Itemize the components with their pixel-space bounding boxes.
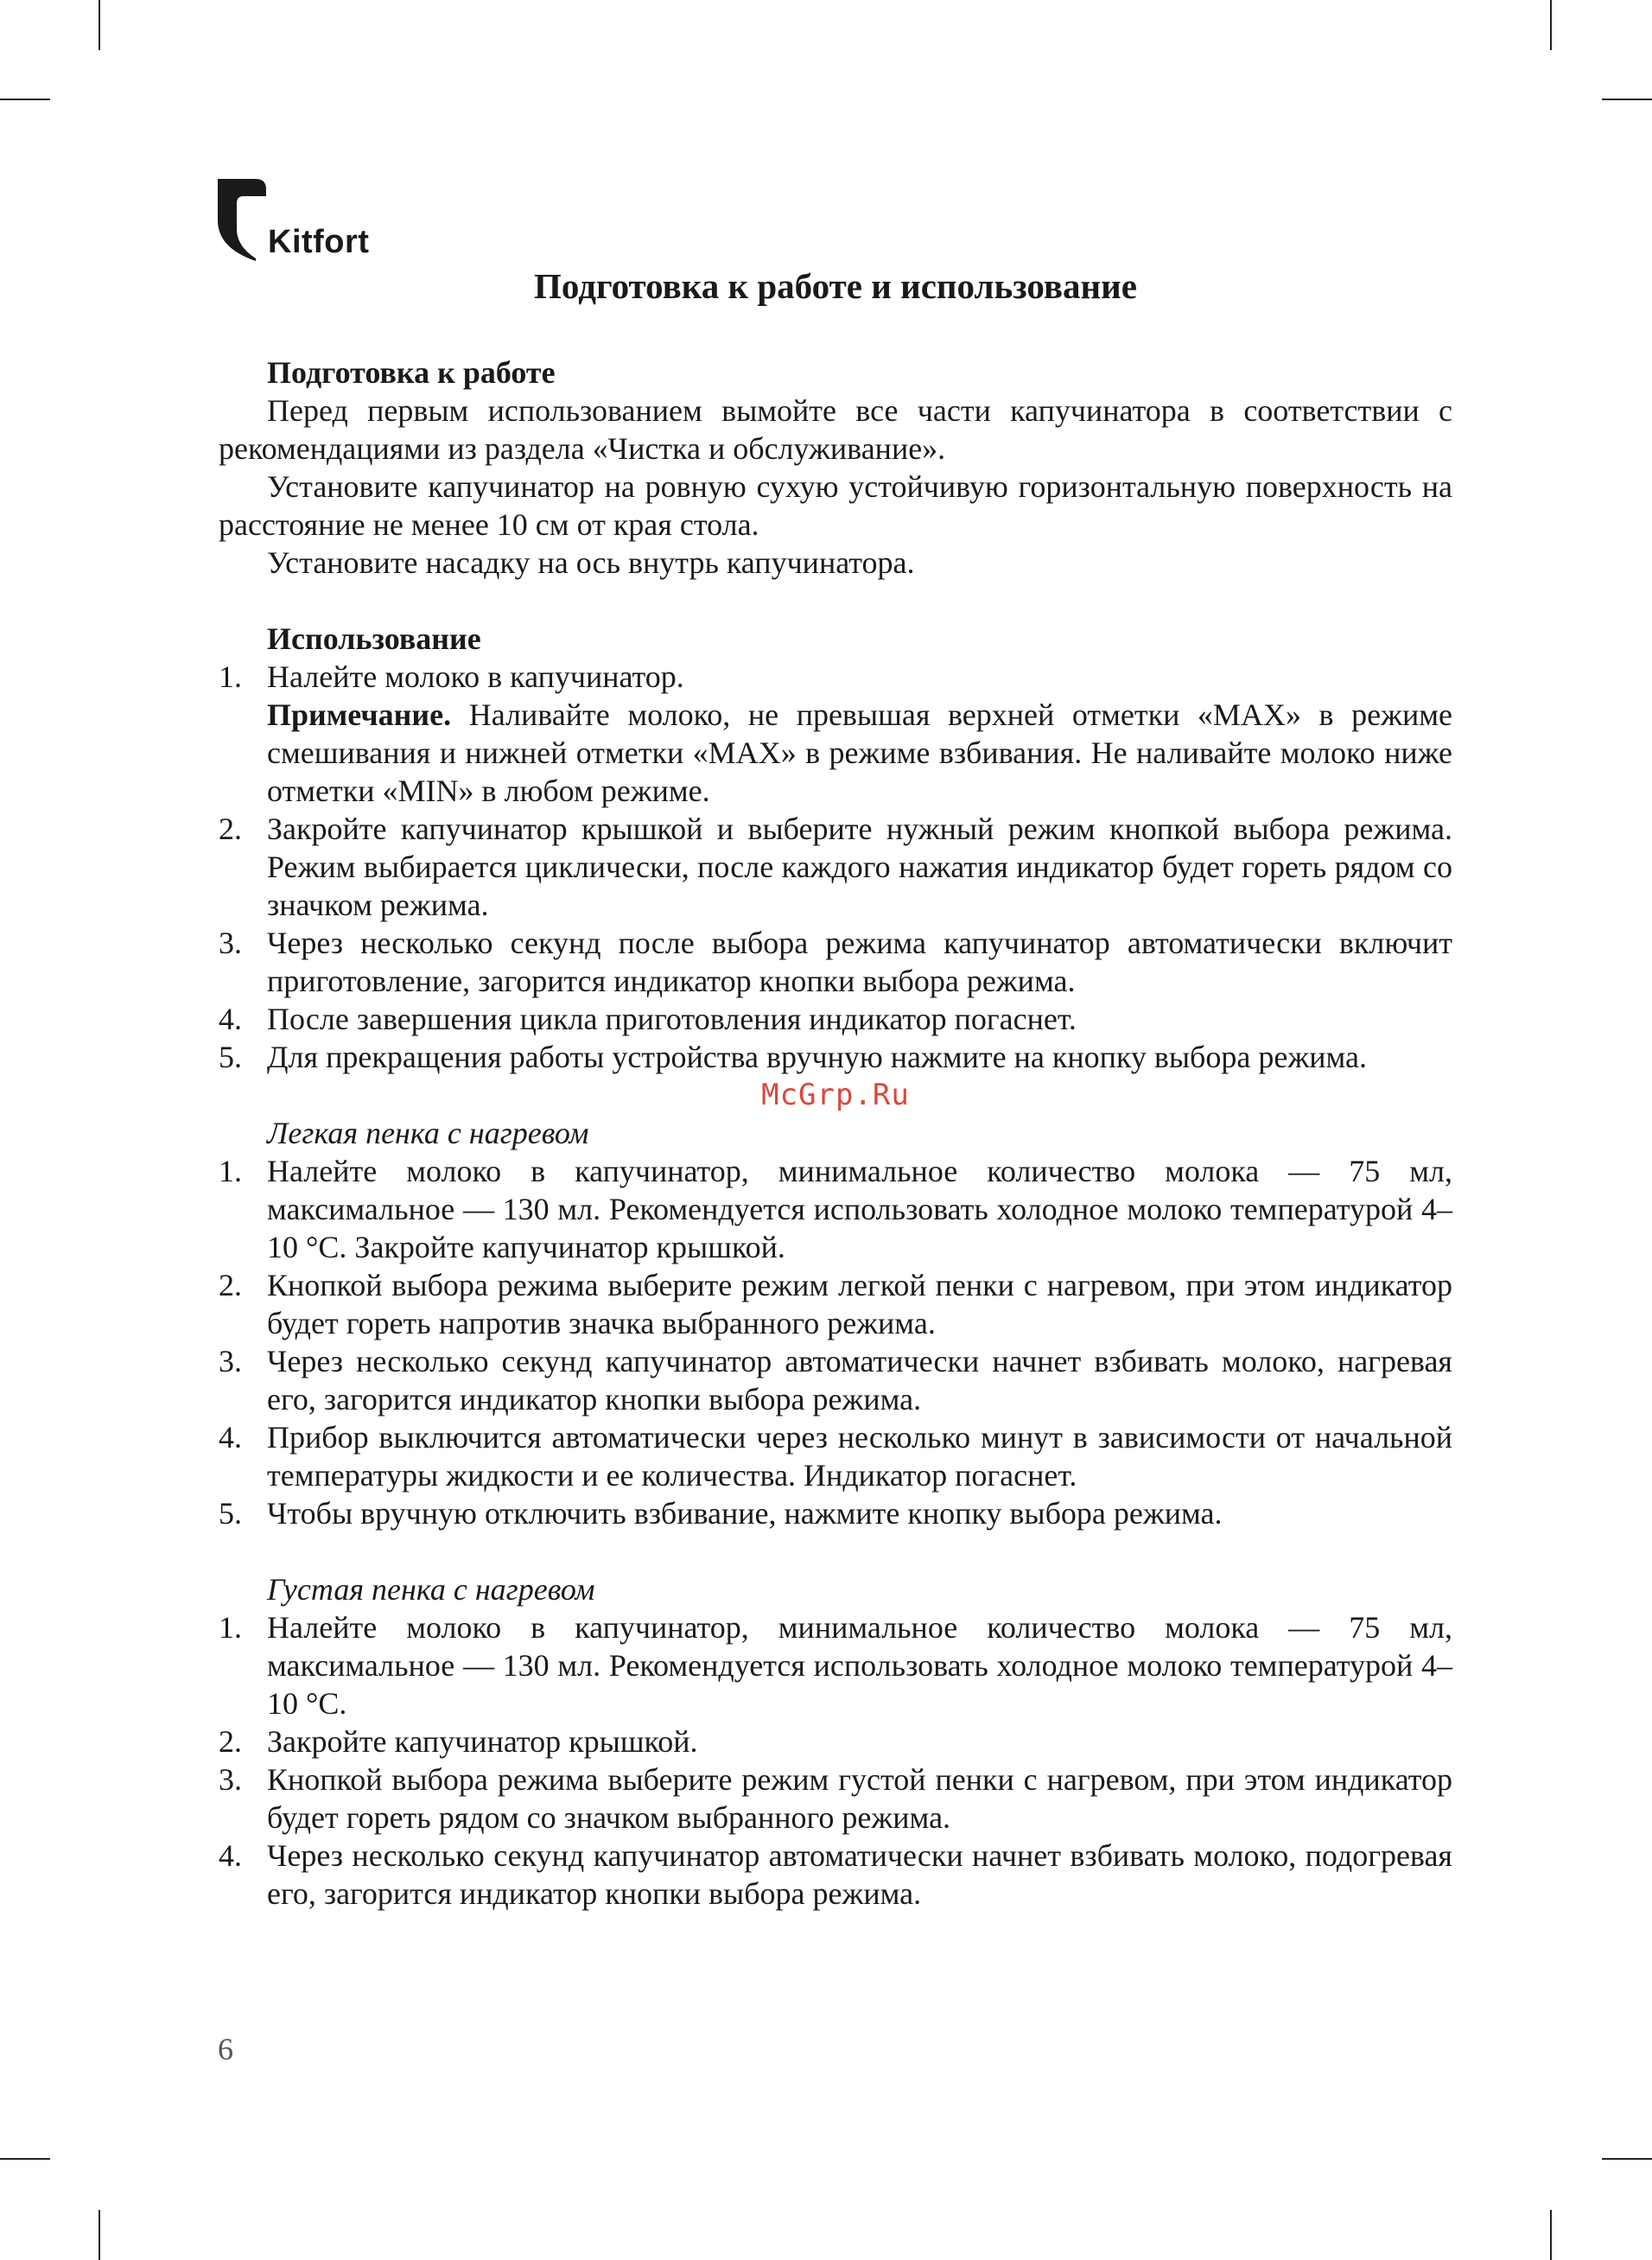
note-text: Наливайте молоко, не превышая верхней отметки «MAX» в режиме смешивания и нижней отметки «MAX» в режиме взбивания. Не наливайте молоко ниже отметки «MIN» в любом режиме.: [267, 697, 1452, 808]
list-item: 2. Кнопкой выбора режима выберите режим легкой пенки с нагревом, при этом индикатор будет гореть напротив значка выбранного режима.: [219, 1268, 1452, 1340]
crop-mark: [1602, 2158, 1652, 2160]
page-title: Подготовка к работе и использование: [534, 266, 1137, 306]
note-label: Примечание.: [267, 697, 452, 732]
thick-foam-steps: [219, 1608, 1452, 1913]
list-item: 3. Через несколько секунд капучинатор автоматически начнет взбивать молоко, нагревая его, загорится индикатор кнопки выбора режима.: [219, 1344, 1452, 1416]
section-heading-thick-foam: Густая пенка с нагревом: [267, 1572, 595, 1607]
paragraph: Перед первым использованием вымойте все части капучинатора в соответствии с рекомендациями из раздела «Чистка и обслуживание».: [219, 393, 1452, 466]
list-item: 1. Налейте молоко в капучинатор, минимальное количество молока — 75 мл, максимальное — 130 мл. Рекомендуется использовать холодное молоко температурой 4–10 °C. Закройте капучинатор крышкой.: [219, 1154, 1452, 1264]
page-content: [219, 264, 1452, 1913]
list-item: 4. После завершения цикла приготовления индикатор погаснет.: [219, 1002, 1077, 1036]
list-item: 2. Закройте капучинатор крышкой.: [219, 1724, 698, 1759]
list-item: 3. Кнопкой выбора режима выберите режим густой пенки с нагревом, при этом индикатор будет гореть рядом со значком выбранного режима.: [219, 1762, 1452, 1835]
watermark: McGrp.Ru: [761, 1078, 910, 1112]
section-heading-usage: Использование: [267, 621, 481, 656]
crop-mark: [98, 0, 100, 50]
crop-mark: [98, 2210, 100, 2260]
list-item: 2. Закройте капучинатор крышкой и выберите нужный режим кнопкой выбора режима. Режим выбирается циклически, после каждого нажатия индикатор будет гореть рядом со значком режима.: [219, 812, 1452, 922]
section-heading-light-foam: Легкая пенка с нагревом: [267, 1116, 589, 1150]
list-item: 5. Чтобы вручную отключить взбивание, нажмите кнопку выбора режима.: [219, 1496, 1223, 1531]
crop-mark: [0, 99, 50, 100]
usage-note: [219, 696, 1452, 810]
crop-mark: [0, 2158, 50, 2160]
page-number: 6: [218, 2032, 233, 2066]
section-heading-prep: Подготовка к работе: [267, 355, 556, 390]
crop-mark: [1602, 99, 1652, 100]
list-item: 4. Через несколько секунд капучинатор автоматически начнет взбивать молоко, подогревая его, загорится индикатор кнопки выбора режима.: [219, 1838, 1452, 1911]
list-item: 3. Через несколько секунд после выбора режима капучинатор автоматически включит приготовление, загорится индикатор кнопки выбора режима.: [219, 926, 1452, 998]
paragraph: Установите капучинатор на ровную сухую устойчивую горизонтальную поверхность на расстояние не менее 10 см от края стола.: [219, 469, 1452, 542]
kitfort-logo-icon: [218, 179, 270, 261]
list-item: 5. Для прекращения работы устройства вручную нажмите на кнопку выбора режима.: [219, 1040, 1367, 1074]
usage-steps: [219, 810, 1452, 1076]
list-item: 1. Налейте молоко в капучинатор, минимальное количество молока — 75 мл, максимальное — 130 мл. Рекомендуется использовать холодное молоко температурой 4–10 °C.: [219, 1610, 1452, 1721]
light-foam-steps: [219, 1152, 1452, 1532]
paragraph: Установите насадку на ось внутрь капучинатора.: [267, 545, 915, 580]
brand-logo: [218, 179, 382, 265]
usage-steps: [219, 658, 1452, 696]
brand-name: Kitfort: [268, 224, 370, 260]
list-item: 1. Налейте молоко в капучинатор.: [219, 659, 684, 694]
crop-mark: [1550, 0, 1552, 50]
list-item: 4. Прибор выключится автоматически через несколько минут в зависимости от начальной температуры жидкости и ее количества. Индикатор погаснет.: [219, 1420, 1452, 1493]
crop-mark: [1550, 2210, 1552, 2260]
